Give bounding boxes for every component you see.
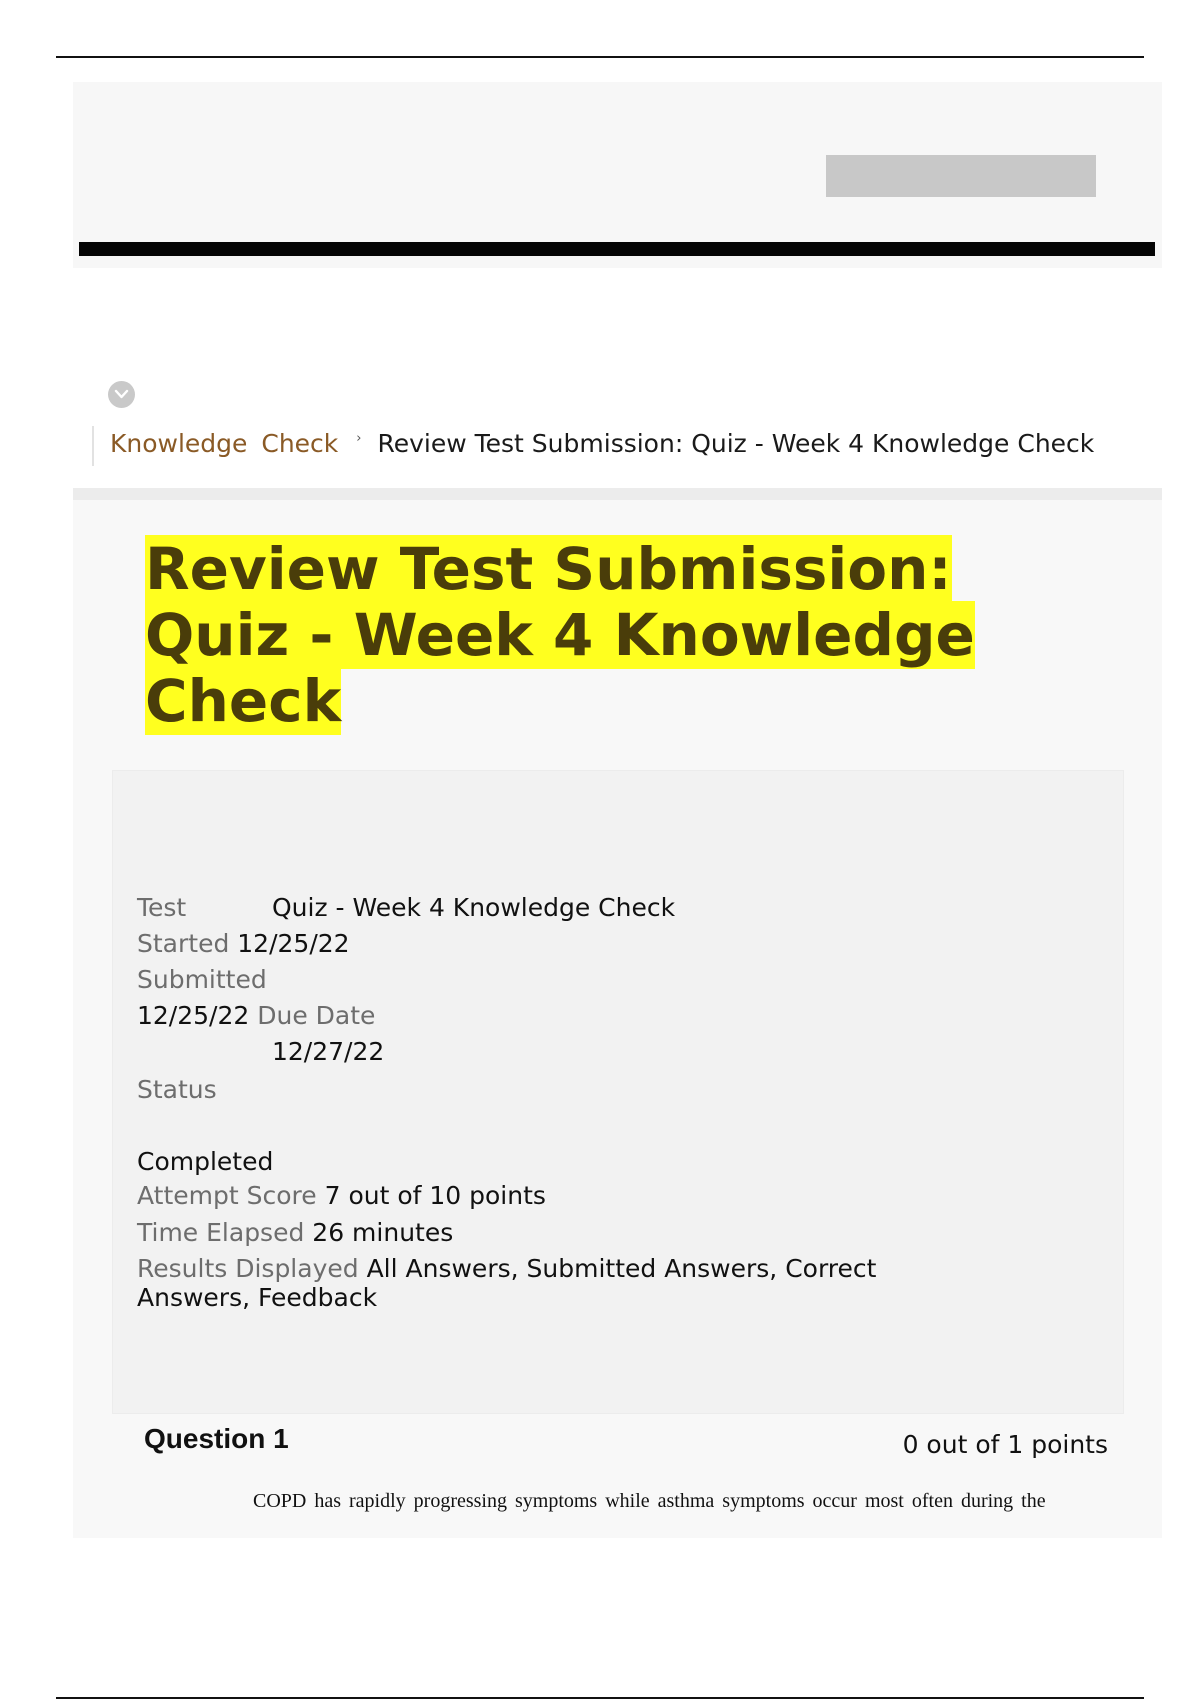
breadcrumb-separator-icon: ›: [356, 431, 362, 446]
attempt-score-value: 7 out of 10 points: [324, 1181, 546, 1210]
detail-row-test: [137, 890, 1017, 926]
detail-row-due: [137, 998, 1017, 1034]
detail-row-status-value: [137, 1144, 1017, 1180]
status-value: Completed: [137, 1147, 274, 1176]
attempt-score-label: Attempt Score: [137, 1181, 317, 1210]
time-elapsed-label: Time Elapsed: [137, 1218, 305, 1247]
started-value: 12/25/22: [237, 929, 350, 958]
submission-details: [137, 890, 1017, 1312]
breadcrumb: [110, 424, 1100, 458]
due-date-value: 12/27/22: [272, 1037, 385, 1066]
test-value: Quiz - Week 4 Knowledge Check: [272, 893, 676, 922]
question-points: 0 out of 1 points: [902, 1430, 1108, 1459]
content-panel-strip: [73, 488, 1162, 500]
detail-row-results: [137, 1254, 957, 1312]
breadcrumb-link-knowledge-check[interactable]: Knowledge Check: [110, 429, 339, 458]
breadcrumb-current: Review Test Submission: Quiz - Week 4 Knowledge Check: [377, 429, 1095, 458]
header-divider-bar: [79, 242, 1155, 256]
detail-row-started: [137, 926, 1017, 962]
page-title-text: Review Test Submission: Quiz - Week 4 Knowledge Check: [145, 535, 975, 735]
detail-row-status: [137, 1072, 1017, 1108]
question-text: COPD has rapidly progressing symptoms while asthma symptoms occur most often during the: [253, 1490, 1046, 1512]
bottom-page-rule: [56, 1697, 1144, 1699]
redacted-header-block: [826, 155, 1096, 197]
status-label: Status: [137, 1075, 217, 1104]
chevron-down-icon-glyph: [114, 389, 129, 400]
question-title: Question 1: [144, 1423, 289, 1454]
results-displayed-label: Results Displayed: [137, 1254, 359, 1283]
submitted-label: Submitted: [137, 965, 267, 994]
detail-row-submitted: [137, 962, 1017, 998]
results-displayed-value: All Answers, Submitted Answers, Correct Answers, Feedback: [137, 1254, 877, 1312]
test-label: Test: [137, 893, 187, 922]
started-label: Started: [137, 929, 230, 958]
detail-row-due-value: [137, 1034, 1017, 1070]
detail-row-time-elapsed: [137, 1217, 1017, 1248]
detail-row-attempt-score: [137, 1180, 1017, 1211]
breadcrumb-divider: [92, 426, 94, 466]
top-page-rule: [56, 56, 1144, 58]
due-date-label: Due Date: [257, 1001, 376, 1030]
page-title: [145, 536, 1085, 734]
time-elapsed-value: 26 minutes: [312, 1218, 454, 1247]
submitted-value: 12/25/22: [137, 1001, 250, 1030]
chevron-down-icon[interactable]: [108, 381, 135, 408]
